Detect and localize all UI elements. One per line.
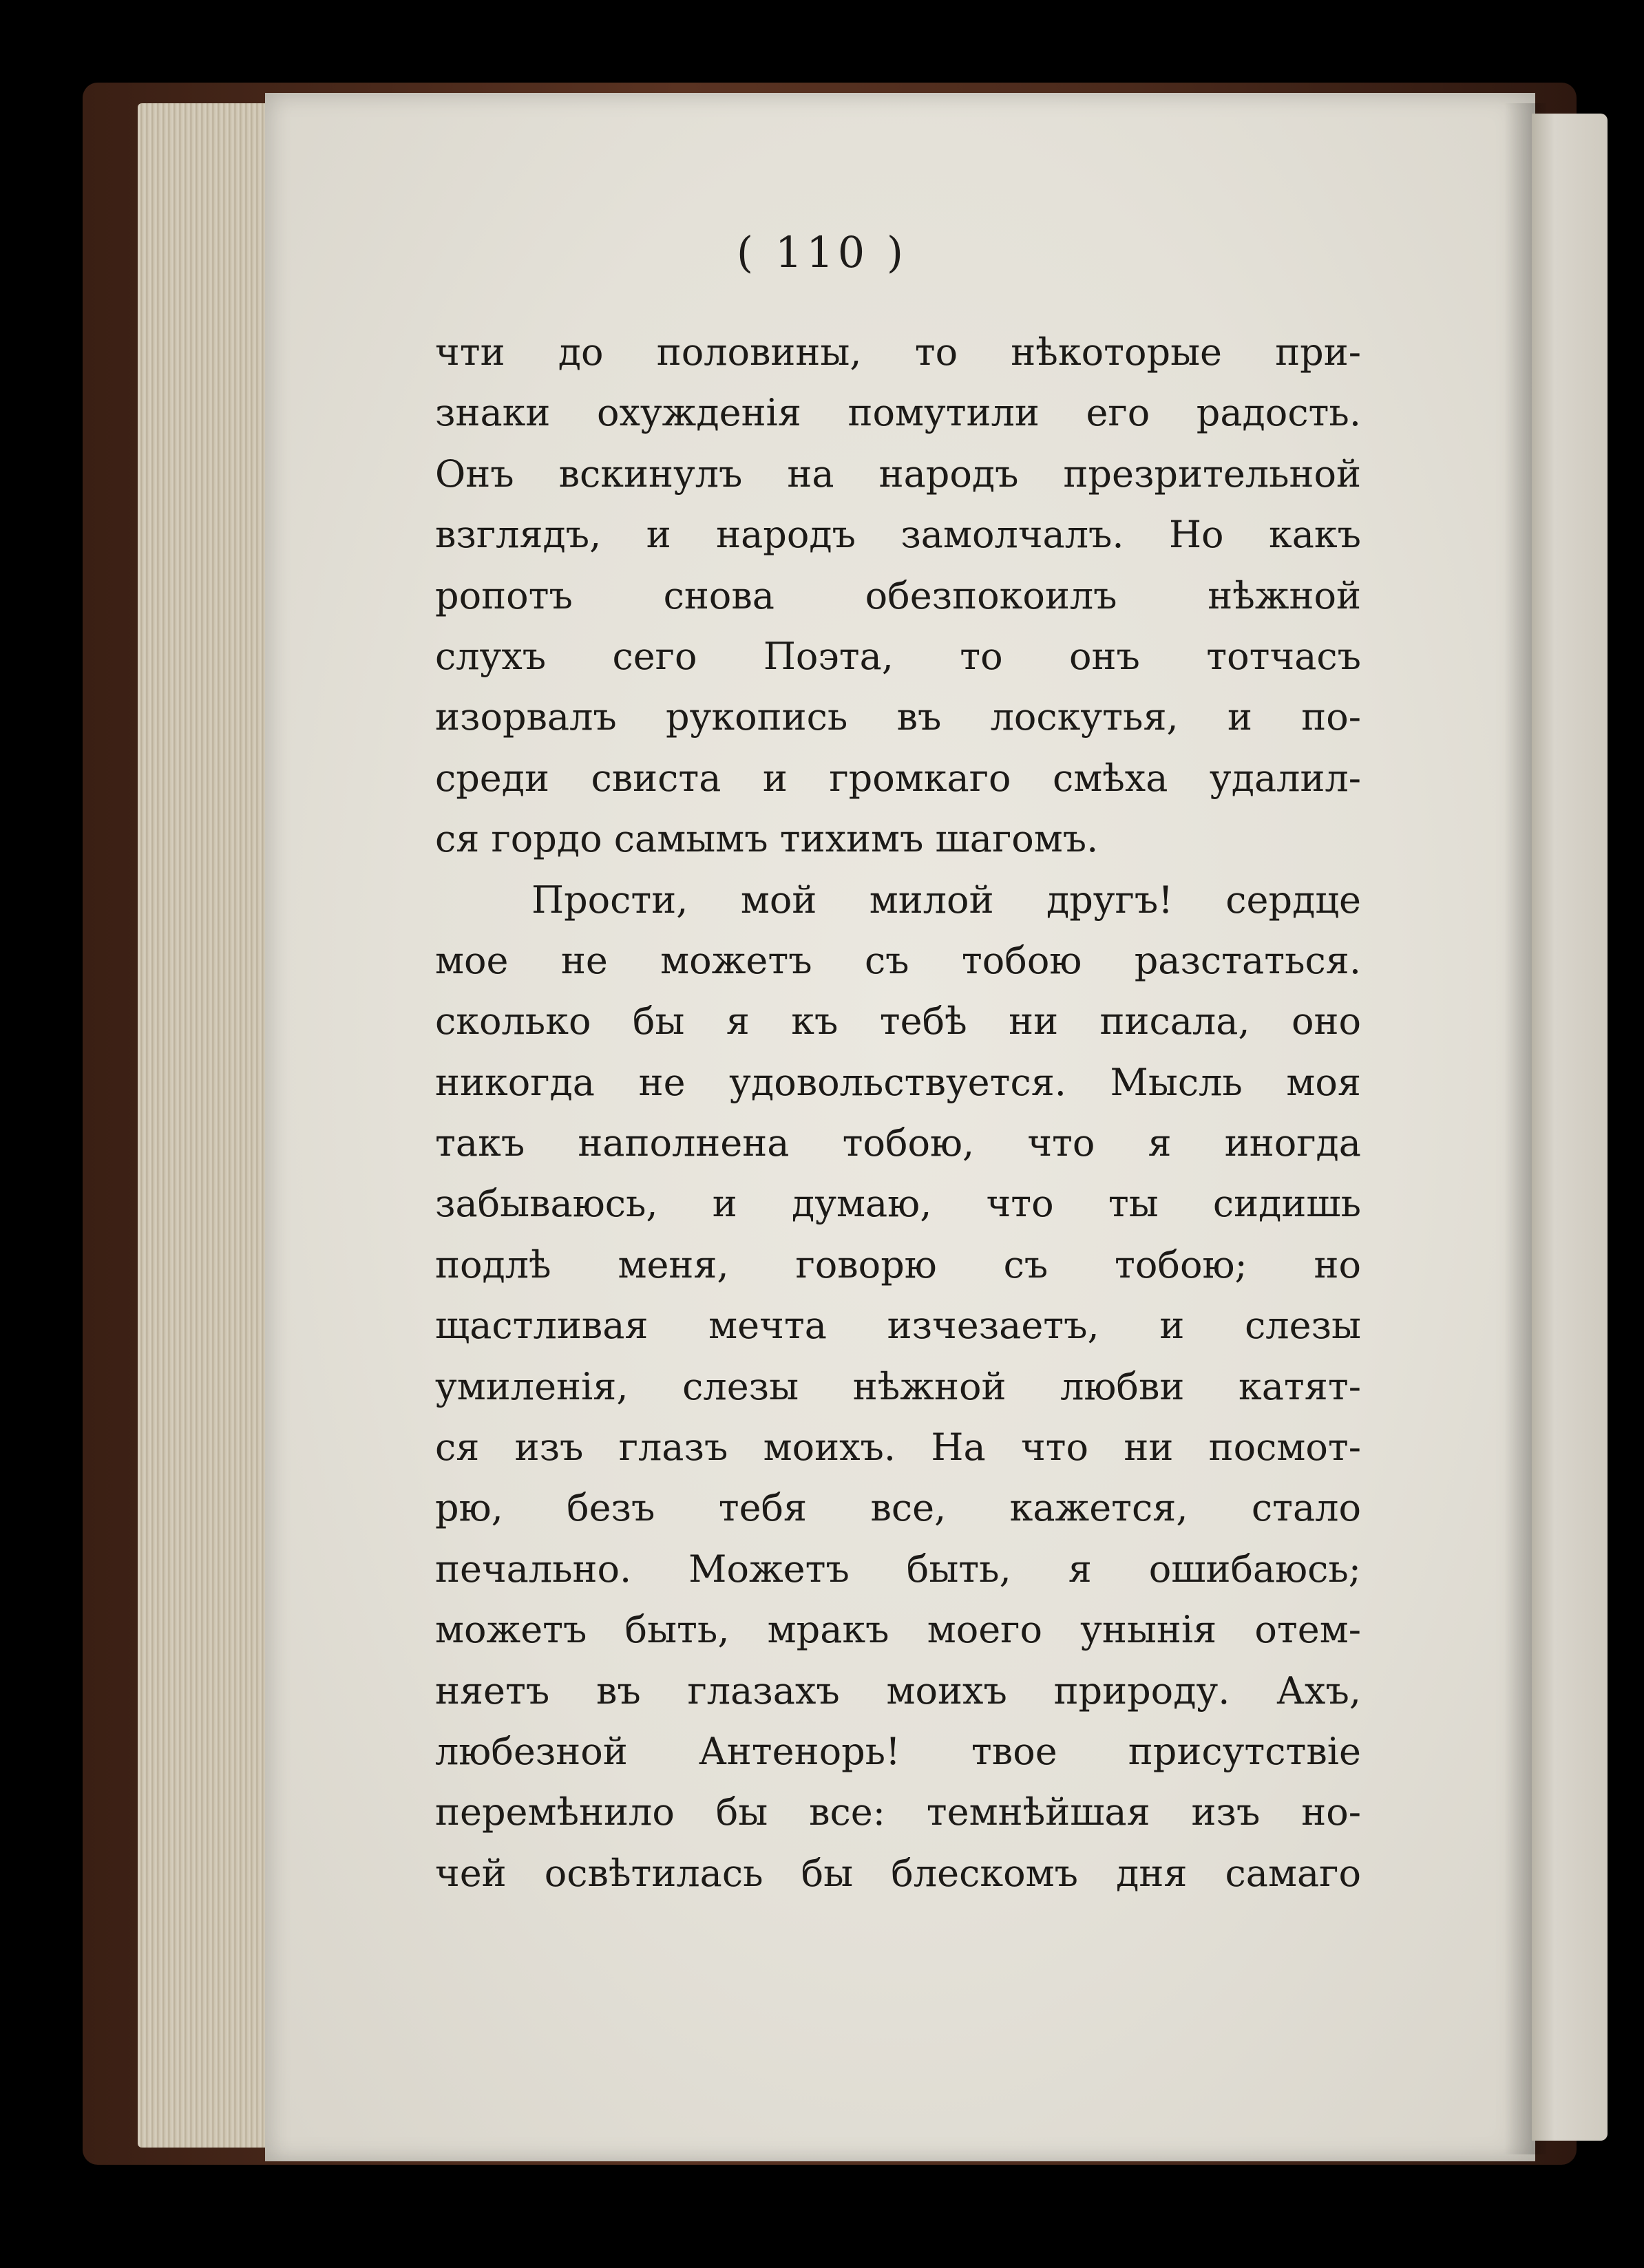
text-line: любезной Антенорь! твое присутствіе (435, 1729, 1361, 1773)
page-number: ( 110 ) (736, 227, 908, 277)
text-line: чти до половины, то нѣкоторые при- (435, 330, 1361, 374)
text-line: такъ наполнена тобою, что я иногда (435, 1121, 1361, 1165)
text-line-paragraph-start: Прости, мой милой другъ! сердце (531, 878, 1361, 922)
text-line: умиленія, слезы нѣжной любви катят- (435, 1364, 1361, 1408)
text-line: перемѣнило бы все: темнѣйшая изъ но- (435, 1790, 1361, 1834)
text-line: никогда не удовольствуется. Мысль моя (435, 1060, 1361, 1104)
text-line: ся гордо самымъ тихимъ шагомъ. (435, 817, 1099, 861)
text-line: взглядъ, и народъ замолчалъ. Но какъ (435, 513, 1361, 557)
text-line: подлѣ меня, говорю съ тобою; но (435, 1242, 1361, 1286)
text-line: рю, безъ тебя все, кажется, стало (435, 1486, 1361, 1530)
text-line: няетъ въ глазахъ моихъ природу. Ахъ, (435, 1668, 1361, 1713)
text-line: мое не можетъ съ тобою разстаться. (435, 938, 1361, 982)
page-edges (138, 103, 275, 2148)
text-line: слухъ сего Поэта, то онъ тотчасъ (435, 634, 1361, 678)
text-line: печально. Можетъ быть, я ошибаюсь; (435, 1547, 1361, 1591)
text-line: ропотъ снова обезпокоилъ нѣжной (435, 573, 1361, 617)
text-line: среди свиста и громкаго смѣха удалил- (435, 756, 1361, 800)
text-line: ся изъ глазъ моихъ. На что ни посмот- (435, 1426, 1361, 1470)
text-line: щастливая мечта изчезаетъ, и слезы (435, 1304, 1361, 1348)
text-line: чей освѣтилась бы блескомъ дня самаго (435, 1851, 1361, 1895)
text-line: можетъ быть, мракъ моего унынія отем- (435, 1608, 1361, 1652)
text-line: знаки охужденія помутили его радость. (435, 391, 1361, 435)
page-text (435, 322, 1361, 1904)
text-line: сколько бы я къ тебѣ ни писала, оно (435, 999, 1361, 1043)
facing-page (1532, 114, 1608, 2141)
text-line: Онъ вскинулъ на народъ презрительной (435, 452, 1361, 496)
text-line: забываюсь, и думаю, что ты сидишь (435, 1182, 1361, 1226)
text-line: изорвалъ рукопись въ лоскутья, и по- (435, 695, 1361, 739)
